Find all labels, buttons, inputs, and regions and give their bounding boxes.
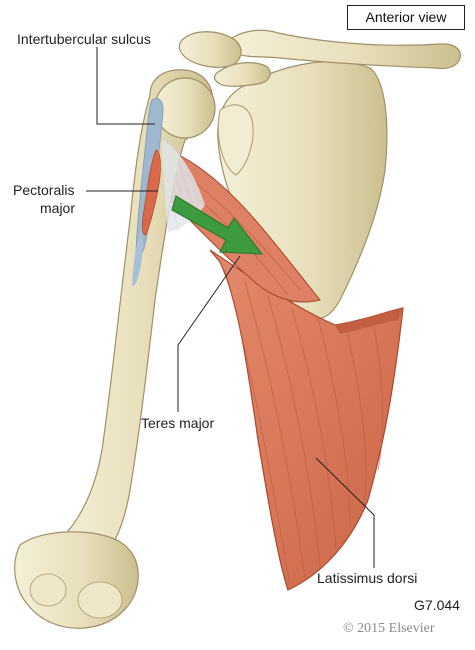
figure-id: G7.044 <box>414 597 460 613</box>
view-label-box: Anterior view <box>347 5 465 30</box>
trochlea <box>78 582 122 618</box>
humerus-distal-end <box>15 532 139 628</box>
humerus <box>60 70 213 545</box>
label-latissimus-dorsi: Latissimus dorsi <box>317 570 418 586</box>
clavicle <box>229 30 461 68</box>
label-pectoralis-major-line2: major <box>40 200 76 216</box>
capitulum <box>30 574 66 606</box>
humeral-head <box>155 78 215 138</box>
label-teres-major: Teres major <box>141 415 215 431</box>
label-pectoralis-major-line1: Pectoralis <box>13 182 75 198</box>
acromion <box>179 32 241 68</box>
copyright-notice: © 2015 Elsevier <box>343 621 435 636</box>
label-intertubercular-sulcus: Intertubercular sulcus <box>17 31 151 47</box>
